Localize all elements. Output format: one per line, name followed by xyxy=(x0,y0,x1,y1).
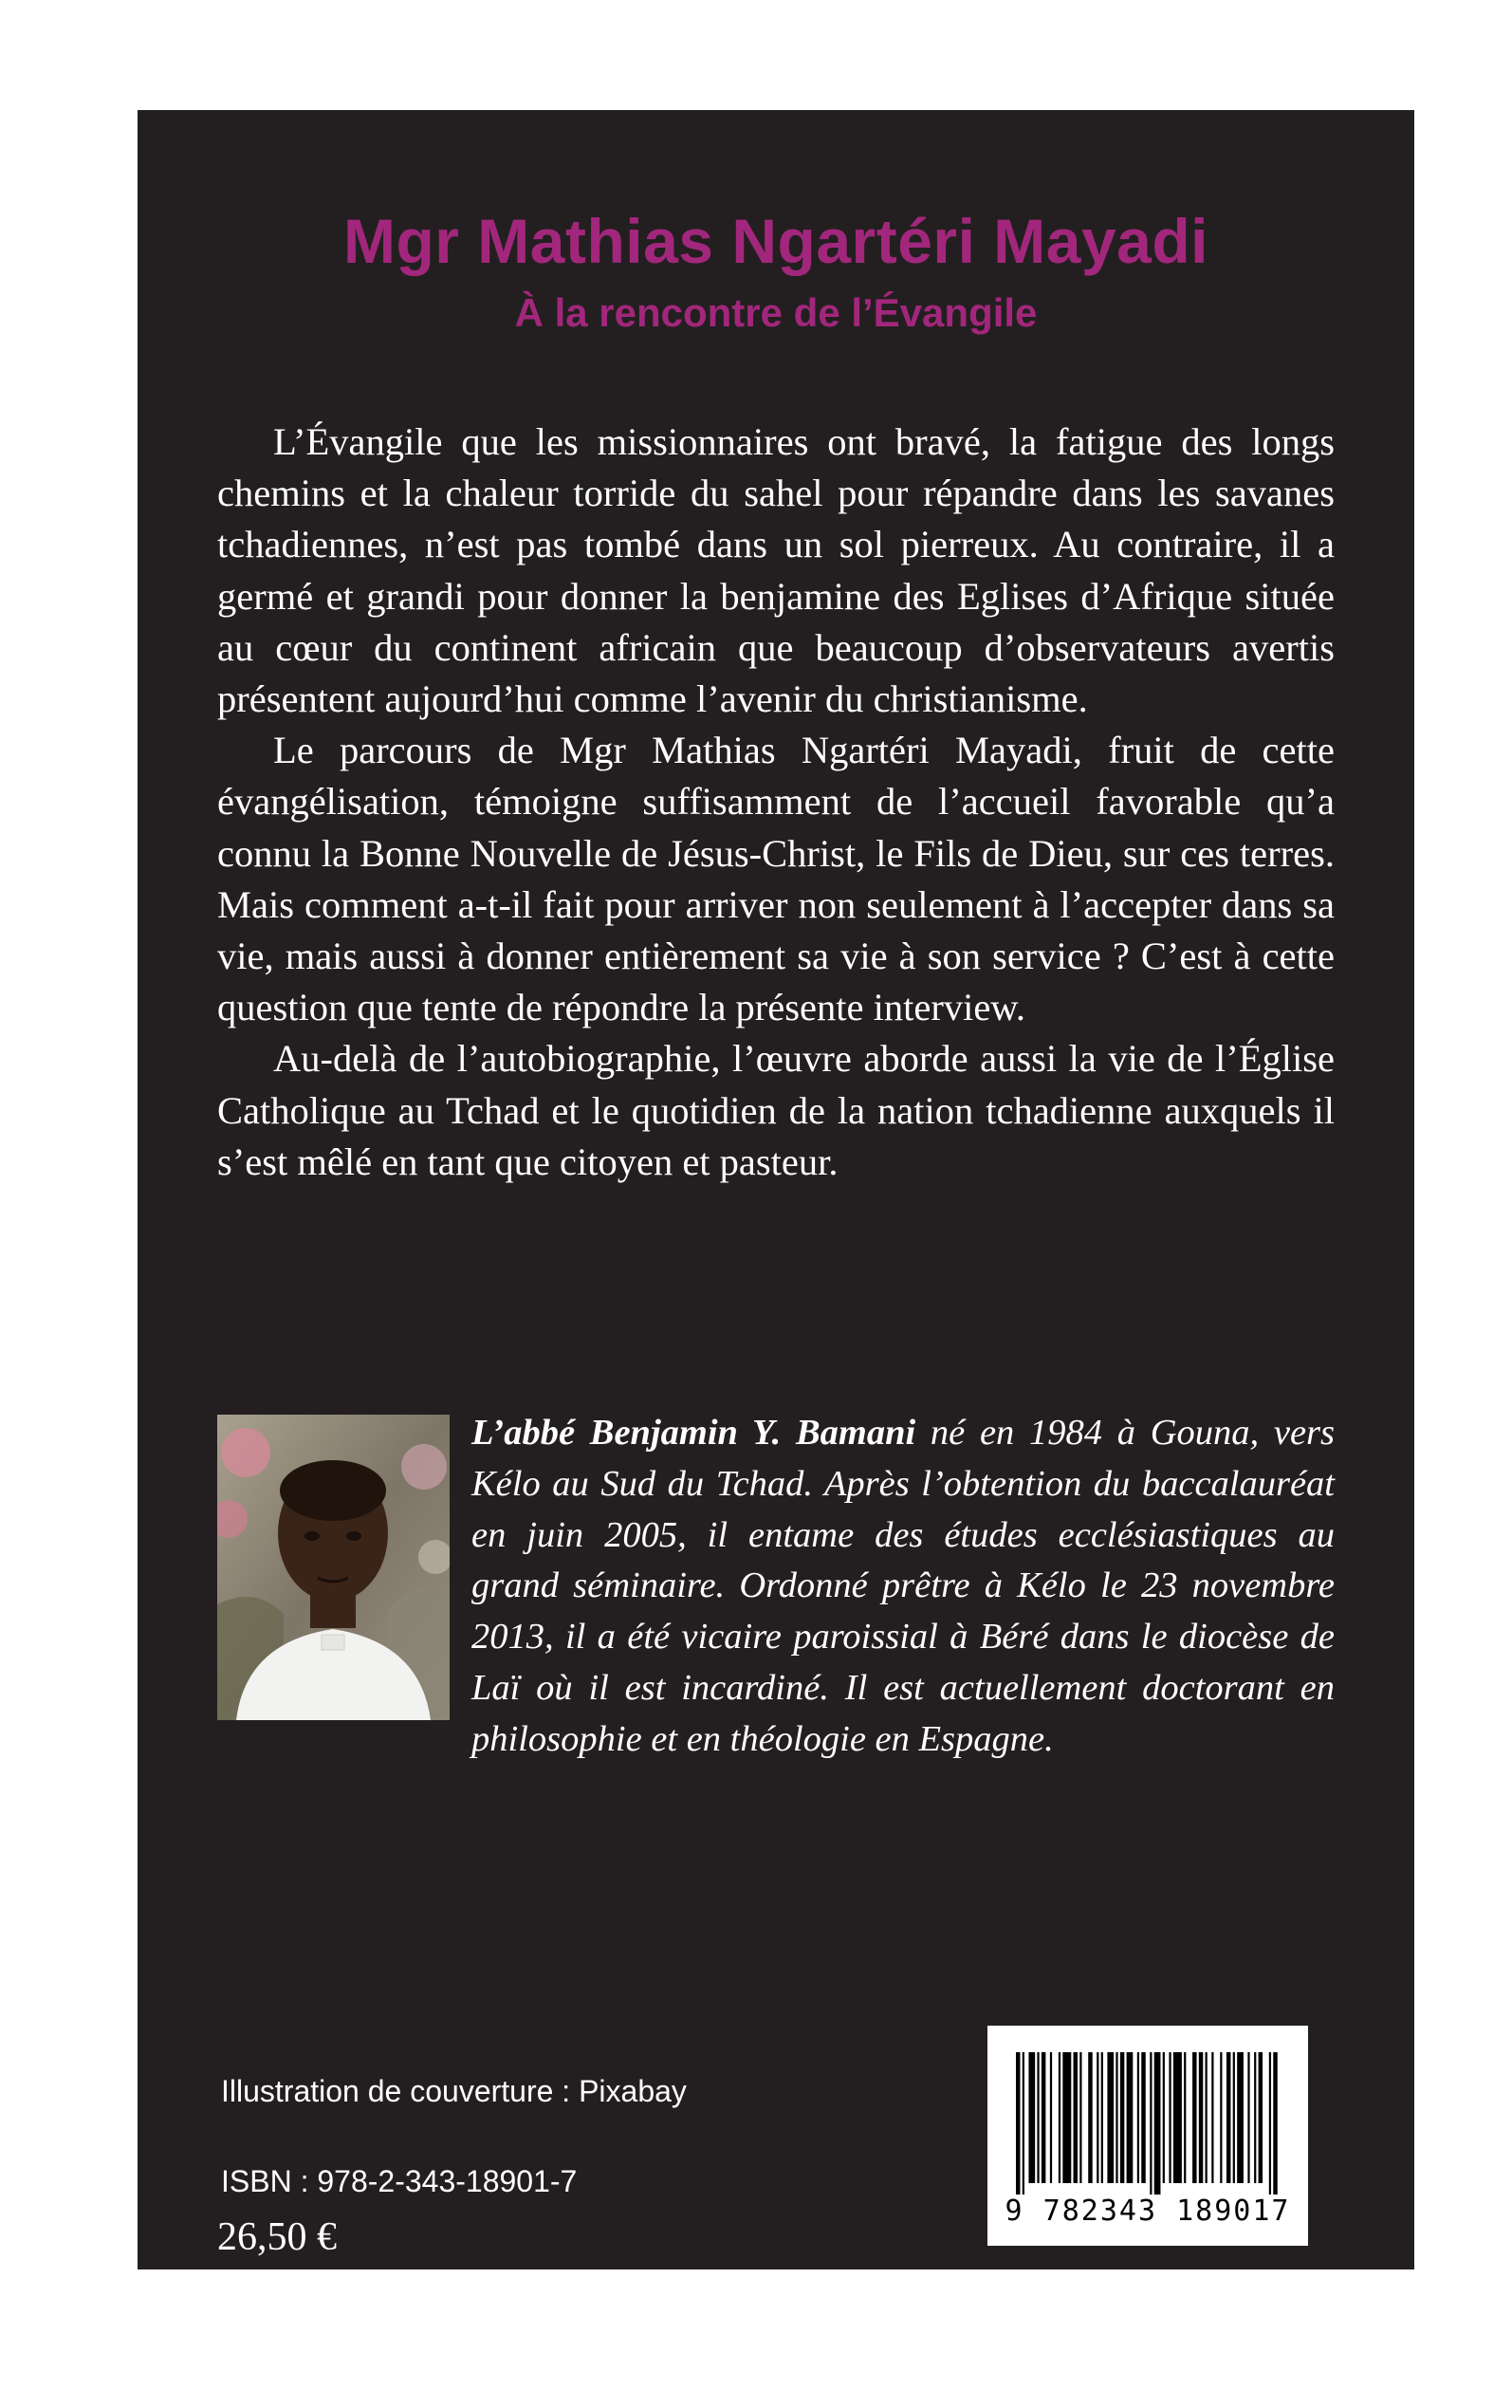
barcode-bar xyxy=(1150,2052,1152,2195)
barcode-bar xyxy=(1137,2052,1139,2183)
barcode-bar xyxy=(1211,2052,1213,2183)
barcode-bar xyxy=(1016,2052,1020,2195)
barcode-bar xyxy=(1088,2052,1092,2183)
barcode-bar xyxy=(1154,2052,1161,2195)
barcode-bar xyxy=(1059,2052,1060,2183)
author-portrait-image xyxy=(217,1415,450,1720)
barcode xyxy=(987,2026,1308,2246)
author-name: L’abbé Benjamin Y. Bamani xyxy=(471,1413,916,1453)
barcode-bar xyxy=(1107,2052,1114,2183)
summary-paragraph: Au-delà de l’autobiographie, l’œuvre aborde aussi la vie de l’Église Catholique au Tchad et le quotidien de la nation tchadienne auxquels il s’est mêlé en tant que citoyen et pasteur. xyxy=(217,1037,1335,1183)
barcode-bar xyxy=(1037,2052,1039,2183)
price: 26,50 € xyxy=(217,2215,337,2259)
barcode-bar xyxy=(1254,2052,1256,2183)
barcode-bar xyxy=(1141,2052,1145,2183)
barcode-bar xyxy=(1233,2052,1235,2183)
barcode-bars xyxy=(1016,2052,1280,2195)
book-title: Mgr Mathias Ngartéri Mayadi xyxy=(342,206,1209,276)
book-subtitle: À la rencontre de l’Évangile xyxy=(514,290,1038,335)
back-cover xyxy=(138,110,1414,2269)
barcode-bar xyxy=(1116,2052,1117,2183)
author-bio-text: né en 1984 à Gouna, vers Kélo au Sud du Tchad. Après l’obtention du baccalauréat en juin 2005, il entame des études ecclésiastiques au grand séminaire. Ordonné prêtre à Kélo le 23 novembre 2013, il a été vicaire paroissial à Béré dans le diocèse de Laï où il est incardiné. Il est actuellement doctorant en philosophie et en théologie en Espagne. xyxy=(471,1413,1335,1759)
barcode-bar xyxy=(1050,2052,1052,2183)
isbn: ISBN : 978-2-343-18901-7 xyxy=(221,2164,578,2198)
barcode-bar xyxy=(1028,2052,1035,2183)
barcode-bar xyxy=(1199,2052,1203,2183)
barcode-bar xyxy=(1206,2052,1208,2183)
barcode-number: 9 782343 189017 xyxy=(1005,2195,1291,2228)
barcode-bar xyxy=(1097,2052,1098,2183)
summary-paragraph: Le parcours de Mgr Mathias Ngartéri Mayadi, fruit de cette évangélisation, témoigne suffisamment de l’accueil favorable qu’a connu la Bonne Nouvelle de Jésus-Christ, le Fils de Dieu, sur ces terres. Mais comment a-t-il fait pour arriver non seulement à l’accepter dans sa vie, mais aussi à donner entièrement sa vie à son service ? C’est à cette question que tente de répondre la présente interview. xyxy=(217,729,1335,1029)
barcode-bar xyxy=(1062,2052,1071,2183)
barcode-bar xyxy=(1127,2052,1134,2183)
barcode-bar xyxy=(1101,2052,1103,2183)
barcode-bar xyxy=(1042,2052,1045,2183)
barcode-bar xyxy=(1259,2052,1263,2183)
barcode-bar xyxy=(1163,2052,1165,2183)
barcode-bar xyxy=(1192,2052,1196,2183)
barcode-bar xyxy=(1273,2052,1277,2195)
barcode-bar xyxy=(1247,2052,1249,2183)
barcode-bar xyxy=(1023,2052,1024,2195)
author-bio xyxy=(471,1408,1335,1766)
summary-text xyxy=(217,417,1335,1188)
barcode-bar xyxy=(1226,2052,1230,2183)
cover-credit: Illustration de couverture : Pixabay xyxy=(221,2074,687,2108)
barcode-bar xyxy=(1237,2052,1244,2183)
barcode-bar xyxy=(1269,2052,1271,2195)
barcode-bar xyxy=(1173,2052,1182,2183)
barcode-bar xyxy=(1120,2052,1124,2183)
author-photo xyxy=(217,1415,450,1720)
barcode-bar xyxy=(1169,2052,1171,2183)
barcode-bar xyxy=(1074,2052,1078,2183)
barcode-bar xyxy=(1079,2052,1081,2183)
summary-paragraph: L’Évangile que les missionnaires ont bravé, la fatigue des longs chemins et la chaleur torride du sahel pour répandre dans les savanes tchadiennes, n’est pas tombé dans un sol pierreux. Au contraire, il a germé et grandi pour donner la benjamine des Eglises d’Afrique située au cœur du continent africain que beaucoup d’observateurs avertis présentent aujourd’hui comme l’avenir du christianisme. xyxy=(217,420,1335,721)
barcode-bar xyxy=(1184,2052,1186,2183)
barcode-bar xyxy=(1220,2052,1222,2183)
